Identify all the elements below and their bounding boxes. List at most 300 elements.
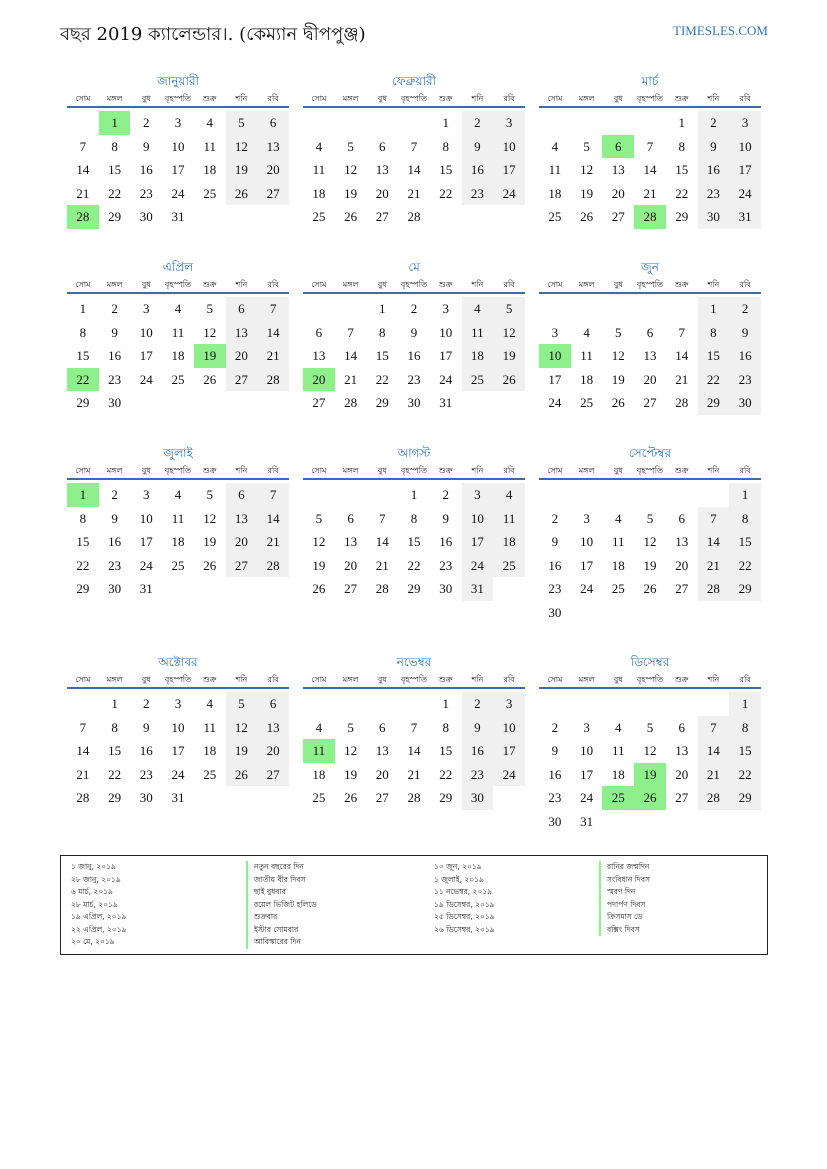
empty-cell: [634, 111, 666, 135]
weekday-header: [67, 276, 289, 294]
day-cell: 3: [493, 692, 525, 716]
day-cell: 5: [347, 719, 354, 735]
day-cell: 27: [643, 395, 657, 410]
legend-dates-right: [434, 861, 495, 936]
day-cell: 13: [226, 321, 258, 345]
day-cell: 2: [729, 297, 761, 321]
day-cell: 22: [407, 557, 421, 573]
day-cell: 12: [643, 743, 657, 758]
day-cell: 23: [548, 790, 562, 805]
day-cell: 8: [410, 510, 418, 526]
weekday-label: বৃহস্পতি: [164, 466, 192, 475]
month-name: নভেম্বর: [396, 655, 432, 669]
day-grid: [67, 297, 289, 415]
day-cell: 15: [76, 534, 90, 549]
day-cell: 22: [439, 185, 453, 201]
weekday-label: শনি: [707, 280, 720, 289]
empty-cell: [634, 692, 666, 716]
day-cell: 25: [171, 371, 185, 387]
day-cell: 14: [76, 162, 90, 177]
day-cell: 6: [678, 719, 685, 735]
day-cell: 14: [375, 534, 389, 549]
day-cell: 14: [76, 743, 90, 758]
day-cell: 1: [729, 692, 761, 716]
day-cell: 31: [171, 790, 185, 805]
empty-cell: [303, 111, 335, 135]
day-cell: 25: [312, 790, 326, 805]
day-cell: 27: [257, 763, 289, 787]
weekday-label: শনি: [235, 94, 248, 103]
day-grid: [303, 692, 525, 810]
day-cell: 19: [634, 763, 666, 787]
day-cell: 31: [139, 581, 153, 596]
day-cell: 24: [580, 581, 594, 596]
empty-cell: [539, 483, 571, 507]
day-cell: 28: [344, 395, 358, 410]
day-cell: 16: [108, 534, 122, 549]
day-cell: 23: [729, 368, 761, 392]
day-cell: 16: [548, 557, 562, 573]
day-cell: 25: [611, 581, 625, 596]
day-cell: 28: [67, 205, 99, 229]
day-cell: 4: [206, 696, 213, 711]
day-cell: 22: [729, 763, 761, 787]
day-cell: 2: [462, 692, 494, 716]
day-cell: 2: [442, 487, 449, 502]
weekday-label: বুধ: [613, 675, 623, 684]
weekday-label: সোম: [311, 94, 327, 103]
day-cell: 21: [257, 344, 289, 368]
day-cell: 30: [698, 205, 730, 229]
weekday-label: মঙ্গল: [578, 280, 595, 289]
day-cell: 24: [139, 557, 153, 573]
month-name: মার্চ: [641, 74, 659, 88]
day-cell: 23: [462, 182, 494, 206]
day-cell: 11: [303, 739, 335, 763]
weekday-label: রবি: [739, 466, 751, 475]
empty-cell: [666, 692, 698, 716]
day-cell: 3: [143, 301, 150, 316]
day-cell: 30: [729, 391, 761, 415]
day-cell: 7: [347, 324, 354, 340]
day-cell: 24: [580, 790, 594, 805]
day-cell: 28: [76, 790, 90, 805]
weekday-label: বুধ: [141, 466, 151, 475]
day-cell: 12: [643, 534, 657, 549]
day-cell: 5: [615, 324, 622, 340]
weekday-label: রবি: [503, 280, 515, 289]
day-cell: 16: [698, 158, 730, 182]
day-cell: 10: [139, 510, 153, 526]
day-cell: 15: [439, 743, 453, 758]
day-cell: 5: [347, 138, 354, 154]
day-cell: 16: [139, 743, 153, 758]
day-cell: 17: [171, 162, 185, 177]
day-cell: 3: [551, 324, 559, 340]
empty-cell: [634, 297, 666, 321]
day-cell: 20: [257, 739, 289, 763]
day-cell: 25: [602, 786, 634, 810]
day-cell: 9: [111, 510, 118, 526]
day-cell: 24: [439, 371, 453, 387]
empty-cell: [666, 483, 698, 507]
weekday-header: [539, 671, 761, 689]
legend-holiday-name: বক্সিং দিবস: [599, 924, 650, 937]
day-cell: 17: [439, 348, 453, 363]
day-cell: 29: [108, 790, 122, 805]
empty-cell: [571, 692, 603, 716]
day-cell: 11: [462, 321, 494, 345]
month-name: জুন: [641, 260, 659, 274]
day-cell: 11: [171, 510, 185, 526]
weekday-label: শুক্র: [202, 94, 217, 103]
day-cell: 7: [257, 483, 289, 507]
day-cell: 10: [439, 324, 453, 340]
day-cell: 1: [410, 487, 418, 502]
day-cell: 20: [375, 185, 389, 201]
day-cell: 8: [442, 138, 449, 154]
weekday-label: শুক্র: [202, 280, 217, 289]
day-cell: 27: [375, 790, 389, 805]
day-cell: 16: [139, 162, 153, 177]
legend-date: ২৫ ডিসেম্বর, ২০১৯: [434, 912, 495, 921]
day-cell: 17: [548, 371, 562, 387]
day-cell: 12: [493, 321, 525, 345]
day-cell: 21: [698, 763, 730, 787]
empty-cell: [398, 111, 430, 135]
empty-cell: [67, 692, 99, 716]
legend-date: ২২ এপ্রিল, ২০১৯: [71, 924, 127, 934]
day-cell: 8: [79, 510, 87, 526]
month-name: জুলাই: [163, 446, 193, 460]
day-cell: 30: [439, 581, 453, 596]
day-cell: 6: [379, 138, 386, 154]
day-cell: 29: [108, 209, 122, 224]
weekday-header: [67, 90, 289, 108]
day-cell: 13: [226, 507, 258, 531]
day-cell: 1: [379, 301, 386, 316]
day-cell: 24: [171, 185, 185, 201]
day-cell: 21: [643, 185, 657, 201]
weekday-label: সোম: [311, 675, 327, 684]
day-grid: [303, 111, 525, 229]
day-cell: 4: [615, 510, 622, 526]
day-cell: 6: [678, 510, 685, 526]
day-cell: 11: [312, 162, 326, 177]
brand-link[interactable]: TIMESLES.COM: [673, 23, 768, 38]
weekday-label: শুক্র: [438, 94, 453, 103]
day-cell: 14: [344, 348, 358, 363]
day-cell: 9: [111, 324, 118, 340]
day-cell: 13: [675, 743, 689, 758]
day-cell: 3: [583, 510, 590, 526]
day-cell: 3: [442, 301, 449, 316]
day-cell: 27: [226, 368, 258, 392]
weekday-label: বৃহস্পতি: [400, 466, 428, 475]
day-cell: 15: [375, 348, 389, 363]
day-cell: 23: [439, 557, 453, 573]
weekday-label: রবি: [503, 94, 515, 103]
day-cell: 14: [407, 743, 421, 758]
day-cell: 29: [698, 391, 730, 415]
day-grid: [67, 692, 289, 810]
day-cell: 18: [611, 557, 625, 573]
weekday-label: শুক্র: [202, 675, 217, 684]
day-cell: 26: [344, 790, 358, 805]
month-name: এপ্রিল: [162, 260, 194, 274]
day-cell: 26: [611, 395, 625, 410]
weekday-label: মঙ্গল: [106, 280, 123, 289]
day-cell: 10: [539, 344, 571, 368]
empty-cell: [366, 111, 398, 135]
month-block: [67, 653, 289, 810]
day-cell: 4: [493, 483, 525, 507]
day-cell: 30: [108, 395, 122, 410]
day-cell: 22: [439, 766, 453, 782]
day-cell: 8: [79, 324, 87, 340]
weekday-label: বুধ: [141, 280, 151, 289]
day-cell: 20: [375, 766, 389, 782]
weekday-label: মঙ্গল: [106, 466, 123, 475]
day-cell: 16: [462, 739, 494, 763]
day-cell: 18: [580, 371, 594, 387]
month-block: [67, 258, 289, 415]
day-cell: 24: [493, 763, 525, 787]
day-cell: 11: [203, 719, 216, 735]
day-cell: 15: [108, 743, 122, 758]
day-cell: 19: [226, 158, 258, 182]
page-title: বছর 2019 ক্যালেন্ডার।. (কেম্যান দ্বীপপুঞ্জ): [60, 24, 366, 45]
weekday-header: [303, 276, 525, 294]
weekday-label: সোম: [311, 280, 327, 289]
day-cell: 6: [257, 111, 289, 135]
day-cell: 4: [551, 138, 559, 154]
weekday-label: রবি: [267, 280, 279, 289]
day-cell: 2: [111, 301, 118, 316]
weekday-label: বুধ: [141, 94, 151, 103]
day-cell: 2: [143, 115, 150, 130]
weekday-label: রবি: [267, 675, 279, 684]
day-cell: 15: [108, 162, 122, 177]
day-cell: 11: [548, 162, 562, 177]
day-cell: 24: [729, 182, 761, 206]
weekday-label: শনি: [471, 466, 484, 475]
empty-cell: [67, 111, 99, 135]
day-cell: 29: [729, 786, 761, 810]
day-cell: 3: [174, 115, 182, 130]
weekday-label: সোম: [311, 466, 327, 475]
day-cell: 9: [551, 534, 559, 549]
day-cell: 17: [139, 348, 153, 363]
day-cell: 2: [551, 719, 559, 735]
legend-holiday-name: রয়েল ভিজিট হলিডে: [246, 899, 317, 912]
day-cell: 14: [257, 321, 289, 345]
day-cell: 12: [312, 534, 326, 549]
day-cell: 26: [312, 581, 326, 596]
day-cell: 5: [226, 692, 258, 716]
day-cell: 1: [67, 483, 99, 507]
day-cell: 8: [442, 719, 449, 735]
weekday-label: শনি: [707, 466, 720, 475]
day-cell: 25: [462, 368, 494, 392]
legend-date: ২৬ ডিসেম্বর, ২০১৯: [434, 924, 495, 934]
legend-date: ২৮ মার্চ, ২০১৯: [71, 899, 118, 909]
day-cell: 27: [257, 182, 289, 206]
empty-cell: [539, 111, 571, 135]
day-cell: 30: [139, 790, 153, 805]
day-cell: 1: [698, 297, 730, 321]
day-cell: 22: [729, 554, 761, 578]
day-cell: 7: [410, 719, 418, 735]
weekday-label: রবি: [739, 280, 751, 289]
day-cell: 29: [375, 395, 389, 410]
day-cell: 7: [79, 719, 87, 735]
day-cell: 3: [462, 483, 494, 507]
day-cell: 30: [462, 786, 494, 810]
day-cell: 21: [344, 371, 358, 387]
day-cell: 27: [375, 209, 389, 224]
day-cell: 20: [303, 368, 335, 392]
empty-cell: [303, 297, 335, 321]
day-cell: 7: [257, 297, 289, 321]
weekday-label: শুক্র: [202, 466, 217, 475]
day-cell: 31: [462, 577, 494, 601]
day-cell: 1: [99, 111, 131, 135]
weekday-label: বুধ: [377, 675, 387, 684]
weekday-label: সোম: [547, 675, 563, 684]
weekday-label: রবি: [739, 675, 751, 684]
empty-cell: [571, 111, 603, 135]
day-cell: 4: [315, 719, 323, 735]
day-cell: 8: [678, 138, 685, 154]
day-cell: 28: [407, 209, 421, 224]
day-cell: 25: [548, 209, 562, 224]
day-cell: 13: [611, 162, 625, 177]
day-cell: 4: [206, 115, 213, 130]
day-cell: 16: [439, 534, 453, 549]
weekday-label: শুক্র: [674, 675, 689, 684]
day-cell: 8: [729, 716, 761, 740]
weekday-label: শুক্র: [438, 675, 453, 684]
day-cell: 26: [203, 557, 217, 573]
day-cell: 16: [729, 344, 761, 368]
weekday-label: শনি: [471, 675, 484, 684]
day-cell: 24: [462, 554, 494, 578]
day-cell: 23: [108, 371, 122, 387]
empty-cell: [602, 111, 634, 135]
day-cell: 15: [675, 162, 689, 177]
day-cell: 29: [76, 581, 90, 596]
day-cell: 7: [646, 138, 654, 154]
day-cell: 6: [257, 692, 289, 716]
legend-holiday-name: শুক্রবার: [246, 911, 317, 924]
day-cell: 13: [257, 135, 289, 159]
weekday-label: বৃহস্পতি: [636, 466, 664, 475]
day-cell: 28: [407, 790, 421, 805]
day-cell: 20: [344, 557, 358, 573]
weekday-label: সোম: [547, 466, 563, 475]
day-cell: 3: [174, 696, 182, 711]
empty-cell: [571, 297, 603, 321]
empty-cell: [335, 297, 367, 321]
legend-date: ১ জানু, ২০১৯: [71, 862, 116, 871]
day-cell: 31: [171, 209, 185, 224]
day-cell: 1: [729, 483, 761, 507]
day-cell: 9: [551, 743, 559, 758]
day-cell: 12: [203, 510, 217, 526]
weekday-label: বৃহস্পতি: [164, 675, 192, 684]
day-cell: 16: [548, 766, 562, 782]
weekday-label: মঙ্গল: [342, 94, 359, 103]
legend-date: ১০ জুন, ২০১৯: [434, 862, 482, 871]
day-cell: 12: [580, 162, 594, 177]
day-cell: 24: [139, 371, 153, 387]
day-cell: 13: [375, 743, 389, 758]
day-cell: 17: [171, 743, 185, 758]
day-cell: 23: [108, 557, 122, 573]
empty-cell: [698, 483, 730, 507]
day-cell: 29: [675, 209, 689, 224]
day-cell: 13: [312, 348, 326, 363]
legend-holiday-name: ক্রিসমাস ডে: [599, 911, 650, 924]
day-cell: 15: [439, 162, 453, 177]
day-cell: 5: [646, 719, 654, 735]
legend-names-left: [246, 861, 317, 949]
month-block: [67, 72, 289, 229]
day-cell: 31: [580, 813, 594, 829]
day-cell: 10: [171, 138, 185, 154]
day-cell: 26: [226, 182, 258, 206]
day-cell: 15: [729, 530, 761, 554]
day-cell: 8: [379, 324, 386, 340]
day-cell: 21: [257, 530, 289, 554]
day-cell: 1: [442, 696, 449, 711]
day-grid: [303, 483, 525, 601]
day-cell: 28: [634, 205, 666, 229]
day-cell: 29: [439, 790, 453, 805]
empty-cell: [634, 483, 666, 507]
day-cell: 25: [493, 554, 525, 578]
day-cell: 21: [76, 766, 90, 782]
legend-holiday-name: পদার্পণ দিবস: [599, 899, 650, 912]
day-cell: 27: [611, 209, 625, 224]
weekday-label: বৃহস্পতি: [164, 94, 192, 103]
day-cell: 21: [698, 554, 730, 578]
day-cell: 18: [171, 534, 185, 549]
day-cell: 13: [344, 534, 358, 549]
day-grid: [539, 483, 761, 624]
legend-date: ২০ মে, ২০১৯: [71, 937, 115, 946]
day-grid: [539, 297, 761, 415]
month-block: [303, 72, 525, 229]
day-cell: 20: [643, 371, 657, 387]
weekday-label: মঙ্গল: [578, 675, 595, 684]
day-cell: 17: [493, 158, 525, 182]
day-cell: 6: [226, 297, 258, 321]
day-cell: 3: [493, 111, 525, 135]
day-cell: 6: [379, 719, 386, 735]
day-cell: 7: [79, 138, 87, 154]
day-cell: 5: [226, 111, 258, 135]
day-cell: 21: [375, 557, 389, 573]
weekday-label: শনি: [235, 675, 248, 684]
weekday-label: মঙ্গল: [106, 675, 123, 684]
day-cell: 9: [143, 719, 150, 735]
day-cell: 2: [111, 487, 118, 502]
day-cell: 9: [729, 321, 761, 345]
day-cell: 14: [675, 348, 689, 363]
day-cell: 17: [493, 739, 525, 763]
